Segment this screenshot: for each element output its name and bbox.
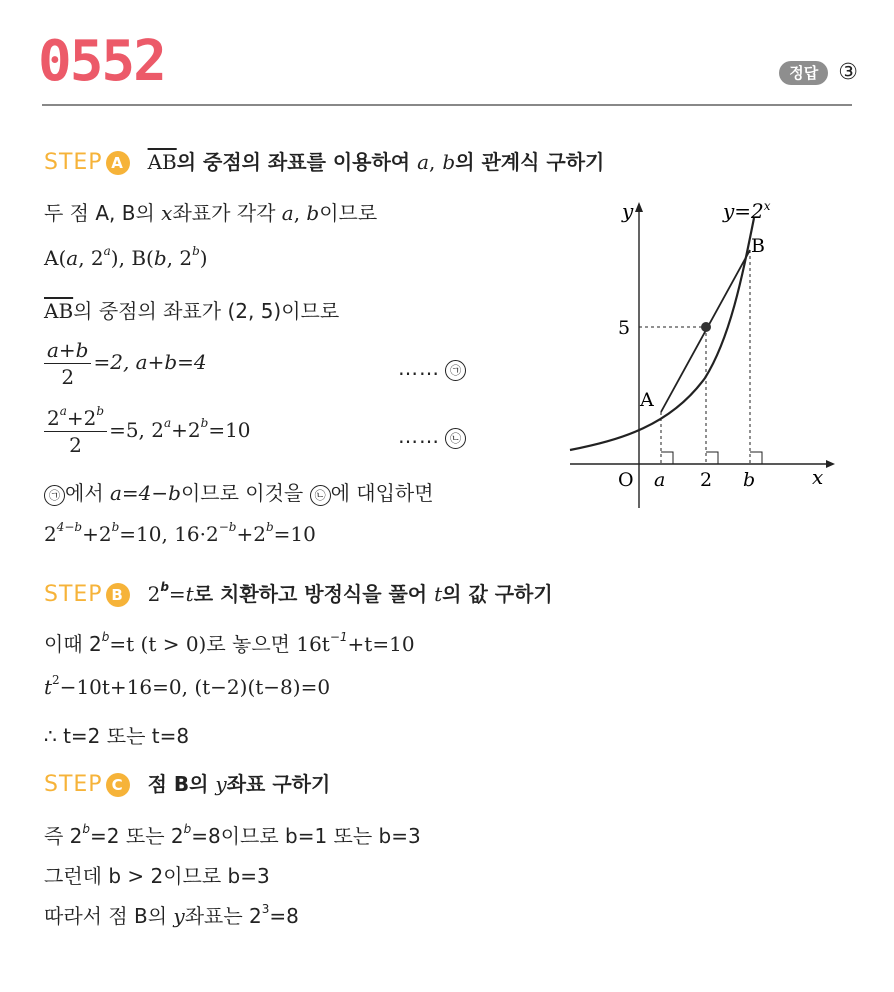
text: 좌표가 각각 <box>172 201 276 225</box>
step-word: STEP <box>44 150 103 175</box>
right-angle-a <box>661 452 673 464</box>
step-b-line-3 <box>44 720 189 749</box>
exponent: a <box>59 403 67 418</box>
exponent: −b <box>218 519 237 534</box>
step-a-eq-2 <box>44 403 251 457</box>
step-a-line-2 <box>44 243 208 270</box>
text: 2 <box>47 406 60 430</box>
text: +2 <box>236 522 266 546</box>
text: 에서 <box>65 481 104 505</box>
answer-value: ③ <box>838 60 858 85</box>
step-b-badge: B <box>106 583 130 607</box>
exponent: b <box>200 415 209 430</box>
denominator: 2 <box>61 365 75 389</box>
x-axis-arrow <box>826 460 835 468</box>
step-a-line-3 <box>44 295 339 324</box>
exponent: b <box>111 519 120 534</box>
step-a-badge: A <box>106 151 130 175</box>
midpoint-dot <box>701 322 711 332</box>
text: 2 <box>44 522 57 546</box>
denominator: 2 <box>69 433 82 457</box>
text: 이므로 이것을 <box>180 481 304 505</box>
text: ∴ t=2 또는 t=8 <box>44 724 190 748</box>
text: 2 <box>147 582 161 606</box>
numerator: a+b <box>44 338 91 364</box>
step-c-heading <box>44 768 330 797</box>
y-axis-arrow <box>635 202 643 212</box>
point-a-label: A <box>640 389 654 411</box>
equation: −10t+16=0, (t−2)(t−8)=0 <box>59 675 331 699</box>
text: +2 <box>171 418 201 442</box>
title-text: 좌표 구하기 <box>226 772 331 796</box>
exponent: 3 <box>261 901 270 916</box>
text: =8이므로 b=1 또는 b=3 <box>191 824 421 848</box>
text: =10 <box>273 522 316 546</box>
exponent: b <box>82 821 91 836</box>
var-y: y <box>173 904 185 928</box>
text: A( <box>44 246 67 270</box>
step-b-line-2 <box>44 672 331 699</box>
text: =5, 2 <box>109 418 164 442</box>
text: 이므로 <box>319 201 378 225</box>
exponent: a <box>103 243 111 258</box>
fraction <box>44 403 107 457</box>
curve-label-base: y=2 <box>723 199 764 223</box>
title-text: 점 B의 <box>147 772 209 796</box>
var-b: b <box>442 150 456 174</box>
exponent: b <box>160 579 169 594</box>
answer-area <box>779 60 858 85</box>
step-a-tag <box>44 150 130 175</box>
step-a-line-6 <box>44 477 434 506</box>
tick-label-5: 5 <box>618 317 631 339</box>
text: 따라서 점 B의 <box>44 904 168 928</box>
text: 이때 2 <box>44 632 102 656</box>
step-a-eq-1-ref <box>398 356 466 381</box>
var-b: b <box>153 246 167 270</box>
text: ), B( <box>110 246 154 270</box>
step-c-tag <box>44 772 130 797</box>
var-b: b <box>306 201 320 225</box>
var-t: t <box>434 582 443 606</box>
step-c-line-2: 그런데 b > 2이므로 b=3 <box>44 864 270 888</box>
step-b-title <box>147 579 553 606</box>
step-c-title <box>148 772 331 796</box>
step-a-eq-1 <box>44 338 207 389</box>
x-axis-label: x <box>812 465 824 489</box>
title-text: 로 치환하고 방정식을 풀어 <box>193 582 428 606</box>
header-divider <box>42 104 852 106</box>
text: 에 대입하면 <box>330 481 434 505</box>
circled-marker: ㉠ <box>44 485 65 506</box>
right-angle-2 <box>706 452 718 464</box>
text: +2 <box>82 522 112 546</box>
exponent: 2 <box>52 672 60 687</box>
text: +2 <box>66 406 97 430</box>
text: ) <box>199 246 208 270</box>
step-word: STEP <box>44 772 103 797</box>
exponent: b <box>265 519 274 534</box>
answer-badge: 정답 <box>779 61 828 85</box>
step-a-heading <box>44 146 604 175</box>
var-t: t <box>44 675 53 699</box>
title-text: 의 값 구하기 <box>442 582 553 606</box>
segment-ab: $\overline{AB}$ <box>147 150 177 174</box>
dots: …… <box>398 356 440 380</box>
text: +t=10 <box>347 632 415 656</box>
step-word: STEP <box>44 582 103 607</box>
title-text: 의 중점의 좌표를 이용하여 <box>176 150 411 174</box>
step-a-line-1 <box>44 197 377 226</box>
right-angle-b <box>750 452 762 464</box>
var-a: a <box>281 201 294 225</box>
circled-marker: ㉡ <box>445 428 466 449</box>
text: , 2 <box>78 246 104 270</box>
exponent: b <box>183 821 192 836</box>
text: 두 점 A, B의 <box>44 201 155 225</box>
exponential-graph <box>560 188 850 518</box>
circled-marker: ㉡ <box>310 485 331 506</box>
text: = <box>168 582 186 606</box>
step-a-eq-2-ref <box>398 424 466 449</box>
exponent: b <box>96 403 105 418</box>
step-b-heading <box>44 578 553 607</box>
step-a-line-7 <box>44 519 316 546</box>
text: , 2 <box>166 246 193 270</box>
step-b-tag <box>44 582 130 607</box>
title-text: 의 관계식 구하기 <box>455 150 605 174</box>
step-b-line-1 <box>44 628 415 657</box>
circled-marker: ㉠ <box>445 360 466 381</box>
comma: , <box>429 150 436 174</box>
tick-label-2: 2 <box>700 469 713 491</box>
tick-label-a: a <box>654 469 666 491</box>
curve-label-exponent: x <box>763 199 771 213</box>
var-y: y <box>215 772 227 796</box>
text: 좌표는 2 <box>184 904 262 928</box>
equation: =2, a+b=4 <box>93 350 207 374</box>
comma: , <box>293 201 301 225</box>
step-c-line-3 <box>44 900 299 929</box>
text: 즉 2 <box>44 824 83 848</box>
text: =t (t > 0)로 놓으면 16t <box>109 632 330 656</box>
step-c-line-1 <box>44 820 421 849</box>
exponent: a <box>163 415 172 430</box>
point-b-label: B <box>751 235 765 257</box>
text: 의 중점의 좌표가 (2, 5)이므로 <box>73 299 340 323</box>
segment-ab: $\overline{AB}$ <box>44 299 74 323</box>
curve-y-2-power-x <box>570 218 754 450</box>
text: =10 <box>208 418 251 442</box>
var-x: x <box>161 201 173 225</box>
var-a: a <box>66 246 79 270</box>
exponent: b <box>192 243 200 258</box>
curve-label <box>722 199 771 223</box>
var-t: t <box>185 582 194 606</box>
var-a: a <box>417 150 430 174</box>
text: =10, 16·2 <box>119 522 219 546</box>
dots: …… <box>398 424 440 448</box>
y-axis-label: y <box>622 199 634 223</box>
exponent: −1 <box>329 629 348 644</box>
origin-label: O <box>618 469 634 491</box>
problem-number: 0552 <box>38 29 165 94</box>
step-c-badge: C <box>106 773 130 797</box>
fraction <box>44 338 91 389</box>
step-a-title <box>148 150 605 174</box>
exponent: b <box>101 629 110 644</box>
tick-label-b: b <box>743 469 756 491</box>
text: =8 <box>269 904 299 928</box>
equation: a=4−b <box>110 481 181 505</box>
text: =2 또는 2 <box>90 824 184 848</box>
exponent: 4−b <box>56 519 83 534</box>
